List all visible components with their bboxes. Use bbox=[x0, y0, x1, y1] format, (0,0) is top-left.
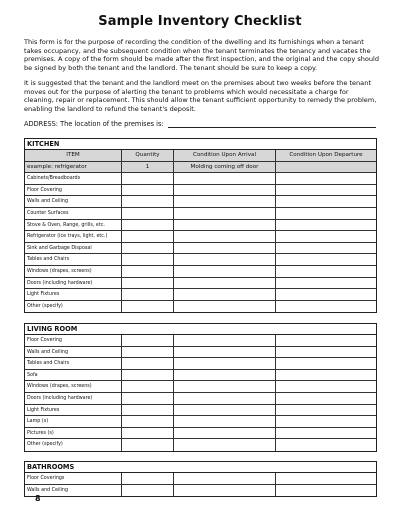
item-name-cell: Walls and Ceiling bbox=[25, 196, 122, 207]
quantity-cell bbox=[122, 254, 174, 265]
bathrooms-heading: BATHROOMS bbox=[25, 462, 376, 473]
table-row bbox=[25, 347, 376, 359]
quantity-cell bbox=[122, 428, 174, 439]
page-title: Sample Inventory Checklist bbox=[98, 14, 302, 29]
quantity-cell bbox=[122, 173, 174, 184]
arrival-condition-cell bbox=[174, 301, 276, 313]
item-name-cell: Floor Covering bbox=[25, 185, 122, 196]
arrival-condition-cell bbox=[174, 278, 276, 289]
table-row bbox=[25, 439, 376, 451]
table-row bbox=[25, 196, 376, 208]
quantity-cell bbox=[122, 439, 174, 451]
item-name-cell: Doors (including hardware) bbox=[25, 278, 122, 289]
item-name-cell: Tables and Chairs bbox=[25, 254, 122, 265]
arrival-condition-cell bbox=[174, 335, 276, 346]
table-row bbox=[25, 231, 376, 243]
item-name-cell: Refrigerator (ice trays, light, etc.) bbox=[25, 231, 122, 242]
table-row bbox=[25, 266, 376, 278]
item-name-cell: Lamp (s) bbox=[25, 416, 122, 427]
bathrooms-section bbox=[24, 461, 377, 497]
table-row bbox=[25, 220, 376, 232]
arrival-condition-cell bbox=[174, 416, 276, 427]
item-name-cell: Floor Coverings bbox=[25, 473, 122, 484]
arrival-condition-cell bbox=[174, 381, 276, 392]
quantity-cell bbox=[122, 196, 174, 207]
kitchen-section bbox=[24, 138, 377, 313]
example-row bbox=[25, 162, 376, 174]
item-name-cell: Pictures (s) bbox=[25, 428, 122, 439]
departure-condition-cell bbox=[276, 473, 376, 484]
item-name-cell: Sink and Garbage Disposal bbox=[25, 243, 122, 254]
quantity-cell bbox=[122, 381, 174, 392]
quantity-cell bbox=[122, 243, 174, 254]
item-name-cell: Walls and Ceiling bbox=[25, 485, 122, 497]
arrival-condition-cell bbox=[174, 231, 276, 242]
arrival-condition-cell bbox=[174, 405, 276, 416]
example-quantity: 1 bbox=[122, 162, 174, 173]
arrival-condition-cell bbox=[174, 220, 276, 231]
column-header-item: ITEM bbox=[25, 150, 122, 161]
item-name-cell: Sofa bbox=[25, 370, 122, 381]
table-row bbox=[25, 473, 376, 485]
living-room-heading: LIVING ROOM bbox=[25, 324, 376, 335]
arrival-condition-cell bbox=[174, 370, 276, 381]
kitchen-heading: KITCHEN bbox=[25, 139, 376, 150]
address-line bbox=[168, 120, 376, 128]
arrival-condition-cell bbox=[174, 358, 276, 369]
item-name-cell: Light Fixtures bbox=[25, 289, 122, 300]
arrival-condition-cell bbox=[174, 243, 276, 254]
departure-condition-cell bbox=[276, 243, 376, 254]
column-header-departure: Condition Upon Departure bbox=[289, 152, 363, 158]
column-header-arrival: Condition Upon Arrival bbox=[174, 150, 276, 161]
table-row bbox=[25, 416, 376, 428]
quantity-cell bbox=[122, 185, 174, 196]
quantity-cell bbox=[122, 220, 174, 231]
departure-condition-cell bbox=[276, 335, 376, 346]
address-row bbox=[24, 120, 380, 128]
living-room-section bbox=[24, 323, 377, 452]
quantity-cell bbox=[122, 405, 174, 416]
table-row bbox=[25, 208, 376, 220]
quantity-cell bbox=[122, 231, 174, 242]
table-row bbox=[25, 243, 376, 255]
departure-condition-cell bbox=[276, 405, 376, 416]
column-header-row bbox=[25, 150, 376, 162]
arrival-condition-cell bbox=[174, 428, 276, 439]
address-label: ADDRESS: The location of the premises is: bbox=[24, 120, 164, 128]
item-name-cell: Other (specify) bbox=[25, 301, 122, 313]
item-name-cell: Doors (including hardware) bbox=[25, 393, 122, 404]
quantity-cell bbox=[122, 393, 174, 404]
table-row bbox=[25, 185, 376, 197]
departure-condition-cell bbox=[276, 358, 376, 369]
departure-condition-cell bbox=[276, 196, 376, 207]
arrival-condition-cell bbox=[174, 266, 276, 277]
item-name-cell: Walls and Ceiling bbox=[25, 347, 122, 358]
example-arrival: Molding coming off door bbox=[174, 162, 276, 173]
departure-condition-cell bbox=[276, 278, 376, 289]
table-row bbox=[25, 358, 376, 370]
intro-paragraph: This form is for the purpose of recording the condition of the dwelling and its furnishings when a tenant takes occupancy, and the subsequent condition when the tenant terminates the tenancy and vacates the premises. A copy of the form should be made after the first inspection, and the original and the copy should be signed by both the tenant and the landlord. The tenant should be sure to keep a copy. bbox=[24, 38, 380, 72]
arrival-condition-cell bbox=[174, 393, 276, 404]
table-row bbox=[25, 485, 376, 497]
departure-condition-cell bbox=[276, 301, 376, 313]
table-row bbox=[25, 254, 376, 266]
arrival-condition-cell bbox=[174, 254, 276, 265]
arrival-condition-cell bbox=[174, 347, 276, 358]
arrival-condition-cell bbox=[174, 473, 276, 484]
departure-condition-cell bbox=[276, 428, 376, 439]
arrival-condition-cell bbox=[174, 289, 276, 300]
table-row bbox=[25, 335, 376, 347]
departure-condition-cell bbox=[276, 231, 376, 242]
table-row bbox=[25, 278, 376, 290]
quantity-cell bbox=[122, 289, 174, 300]
table-row bbox=[25, 381, 376, 393]
departure-condition-cell bbox=[276, 485, 376, 497]
table-row bbox=[25, 405, 376, 417]
departure-condition-cell bbox=[276, 416, 376, 427]
departure-condition-cell bbox=[276, 208, 376, 219]
item-name-cell: Cabinets/Breadboards bbox=[25, 173, 122, 184]
quantity-cell bbox=[122, 485, 174, 497]
table-row bbox=[25, 173, 376, 185]
arrival-condition-cell bbox=[174, 208, 276, 219]
quantity-cell bbox=[122, 266, 174, 277]
quantity-cell bbox=[122, 301, 174, 313]
arrival-condition-cell bbox=[174, 196, 276, 207]
page-number: 8 bbox=[35, 494, 41, 503]
quantity-cell bbox=[122, 335, 174, 346]
quantity-cell bbox=[122, 358, 174, 369]
departure-condition-cell bbox=[276, 185, 376, 196]
table-row bbox=[25, 393, 376, 405]
quantity-cell bbox=[122, 473, 174, 484]
departure-condition-cell bbox=[276, 289, 376, 300]
quantity-cell bbox=[122, 208, 174, 219]
departure-condition-cell bbox=[276, 173, 376, 184]
item-name-cell: Counter Surfaces bbox=[25, 208, 122, 219]
suggestion-paragraph: It is suggested that the tenant and the landlord meet on the premises about two weeks before the tenant moves out for the purpose of alerting the tenant to problems which would necessitate a charge for cleaning, repair or replacement. This should allow the tenant sufficient opportunity to remedy the problem, enabling the landlord to refund the tenant's deposit. bbox=[24, 79, 377, 113]
arrival-condition-cell bbox=[174, 439, 276, 451]
item-name-cell: Floor Covering bbox=[25, 335, 122, 346]
departure-condition-cell bbox=[276, 266, 376, 277]
departure-condition-cell bbox=[276, 393, 376, 404]
arrival-condition-cell bbox=[174, 173, 276, 184]
departure-condition-cell bbox=[276, 370, 376, 381]
departure-condition-cell bbox=[276, 439, 376, 451]
example-departure bbox=[276, 162, 376, 173]
departure-condition-cell bbox=[276, 381, 376, 392]
item-name-cell: Windows (drapes, screens) bbox=[25, 381, 122, 392]
departure-condition-cell bbox=[276, 220, 376, 231]
table-row bbox=[25, 289, 376, 301]
arrival-condition-cell bbox=[174, 185, 276, 196]
quantity-cell bbox=[122, 416, 174, 427]
column-header-quantity: Quantity bbox=[122, 150, 174, 161]
quantity-cell bbox=[122, 347, 174, 358]
table-row bbox=[25, 301, 376, 313]
example-item: example: refrigerator bbox=[25, 162, 122, 173]
item-name-cell: Other (specify) bbox=[25, 439, 122, 451]
table-row bbox=[25, 428, 376, 440]
item-name-cell: Stove & Oven, Range, grills, etc. bbox=[25, 220, 122, 231]
quantity-cell bbox=[122, 278, 174, 289]
arrival-condition-cell bbox=[174, 485, 276, 497]
item-name-cell: Tables and Chairs bbox=[25, 358, 122, 369]
table-row bbox=[25, 370, 376, 382]
item-name-cell: Windows (drapes, screens) bbox=[25, 266, 122, 277]
item-name-cell: Light Fixtures bbox=[25, 405, 122, 416]
departure-condition-cell bbox=[276, 347, 376, 358]
quantity-cell bbox=[122, 370, 174, 381]
departure-condition-cell bbox=[276, 254, 376, 265]
